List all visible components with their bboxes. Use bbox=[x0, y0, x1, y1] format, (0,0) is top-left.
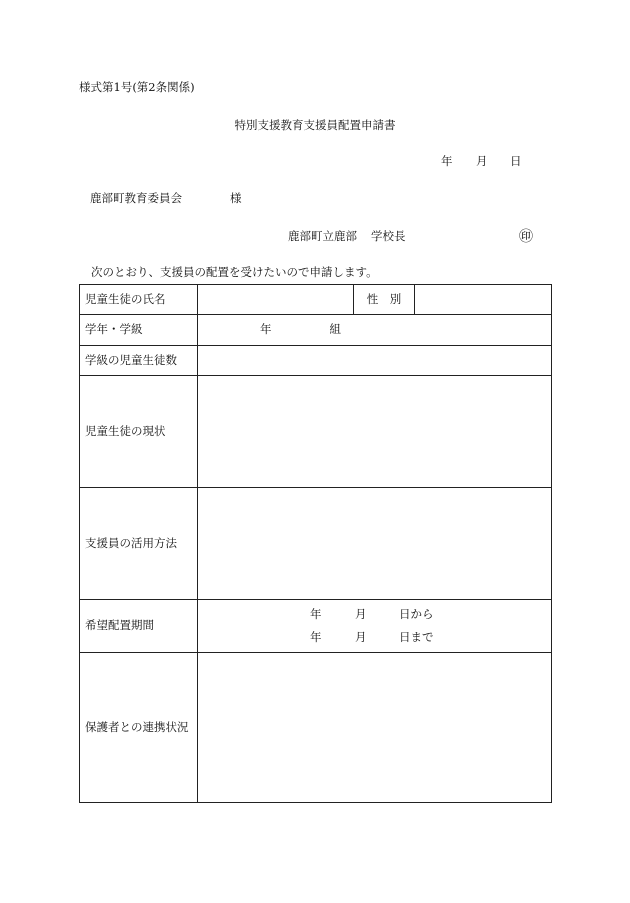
class-size-field bbox=[198, 346, 552, 376]
period-to-month: 月 bbox=[355, 630, 367, 644]
student-name-field bbox=[198, 285, 354, 315]
date-year-label: 年 bbox=[441, 154, 453, 168]
class-unit: 組 bbox=[329, 322, 341, 337]
period-from-month: 月 bbox=[355, 607, 367, 621]
guardian-row bbox=[80, 653, 552, 803]
grade-class-label: 学年・学級 bbox=[80, 315, 198, 346]
student-name-label: 児童生徒の氏名 bbox=[80, 285, 198, 315]
period-field bbox=[198, 600, 552, 653]
seal-mark: ㊞ bbox=[519, 229, 533, 245]
period-to-line bbox=[198, 626, 551, 649]
student-status-label: 児童生徒の現状 bbox=[80, 376, 198, 488]
class-size-row bbox=[80, 346, 552, 376]
applicant-school: 鹿部町立鹿部 bbox=[288, 229, 357, 243]
intro-text: 次のとおり、支援員の配置を受けたいので申請します。 bbox=[91, 265, 378, 279]
period-from-line bbox=[198, 603, 551, 626]
applicant-role: 学校長 bbox=[371, 229, 406, 243]
date-month-label: 月 bbox=[476, 154, 488, 168]
student-name-row bbox=[80, 285, 552, 315]
period-from-day: 日から bbox=[399, 607, 434, 621]
period-to-day: 日まで bbox=[399, 630, 434, 644]
guardian-label: 保護者との連携状況 bbox=[80, 653, 198, 803]
form-number: 様式第1号(第2条関係) bbox=[79, 80, 195, 94]
date-day-label: 日 bbox=[510, 154, 522, 168]
student-status-row bbox=[80, 376, 552, 488]
period-to-year: 年 bbox=[310, 630, 322, 644]
grade-class-field bbox=[198, 315, 552, 346]
class-size-label: 学級の児童生徒数 bbox=[80, 346, 198, 376]
addressee-name: 鹿部町教育委員会 bbox=[90, 191, 182, 205]
usage-field bbox=[198, 488, 552, 600]
period-row bbox=[80, 600, 552, 653]
usage-label: 支援員の活用方法 bbox=[80, 488, 198, 600]
addressee-honorific: 様 bbox=[230, 191, 242, 205]
application-table bbox=[79, 284, 552, 803]
gender-field bbox=[415, 285, 552, 315]
grade-class-row bbox=[80, 315, 552, 346]
period-from-year: 年 bbox=[310, 607, 322, 621]
usage-row bbox=[80, 488, 552, 600]
document-title: 特別支援教育支援員配置申請書 bbox=[234, 118, 396, 132]
student-status-field bbox=[198, 376, 552, 488]
guardian-field bbox=[198, 653, 552, 803]
period-label: 希望配置期間 bbox=[80, 600, 198, 653]
gender-label: 性 別 bbox=[354, 285, 415, 315]
grade-unit: 年 bbox=[260, 322, 272, 337]
